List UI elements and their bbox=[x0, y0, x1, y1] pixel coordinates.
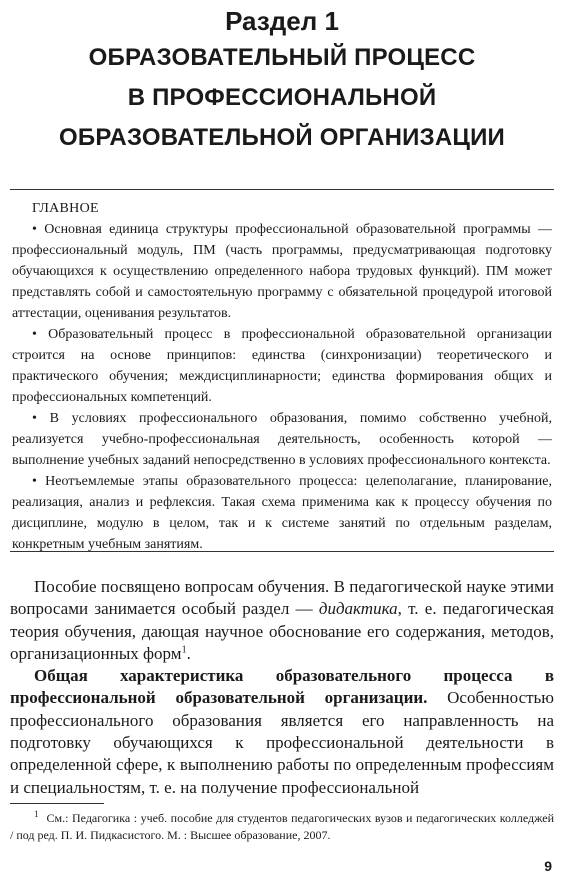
footnote-reference[interactable]: 1 bbox=[181, 644, 187, 656]
section-title-line-3: ОБРАЗОВАТЕЛЬНОЙ ОРГАНИЗАЦИИ bbox=[59, 124, 505, 151]
page-number: 9 bbox=[544, 858, 552, 874]
body-p1-italic-term: дидактика bbox=[318, 599, 398, 619]
summary-box-heading: ГЛАВНОЕ bbox=[32, 201, 99, 216]
body-p1-text-b: , т. е. педагогическая теория обучения, дающая научное обоснование его содержания, методов, организационных форм bbox=[10, 599, 554, 663]
footnote bbox=[10, 810, 554, 844]
body-p2-text: Особенностью профессионального образования является его направленность на подготовку обучающихся к профессиональной деятельности в определенной сфере, к выполнению работы по определенным профессиям и специальностям, т. е. на получение профессиональной bbox=[10, 688, 554, 797]
body-text bbox=[10, 576, 554, 799]
footnote-number: 1 bbox=[34, 809, 39, 819]
body-paragraph-2 bbox=[10, 665, 554, 799]
footnote-divider bbox=[10, 803, 104, 804]
summary-item-4: • Неотъемлемые этапы образовательного процесса: целеполагание, планирование, реализация, анализ и рефлексия. Такая схема применима как к процессу обучения по дисциплине, модулю в целом, так и к системе занятий по отдельным разделам, конкретным учебным занятиям. bbox=[12, 474, 552, 552]
summary-item-2: • Образовательный процесс в профессиональной образовательной организации строится на основе принципов: единства (синхронизации) теоретического и практического обучения; междисциплинарности; единства формирования общих и профессиональных компетенций. bbox=[12, 327, 552, 405]
summary-box-content bbox=[12, 198, 552, 555]
body-p1-text-a: Пособие посвящено вопросам обучения. В педагогической науке этими вопросами занимается особый раздел — bbox=[10, 577, 554, 619]
summary-item-1: • Основная единица структуры профессиональной образовательной программы — профессиональный модуль, ПМ (часть программы, предусматривающая подготовку обучающихся к осуществлению определенного набора трудовых функций). ПМ может представлять собой и самостоятельную программу с обязательной процедурой итоговой аттестации, оценивания результатов. bbox=[12, 222, 552, 321]
section-title-line-2: В ПРОФЕССИОНАЛЬНОЙ bbox=[127, 84, 437, 111]
section-label: Раздел 1 bbox=[225, 6, 339, 36]
body-paragraph-1 bbox=[10, 576, 554, 665]
section-title-line-1: ОБРАЗОВАТЕЛЬНЫЙ ПРОЦЕСС bbox=[88, 44, 476, 71]
body-p2-bold-lead: Общая характеристика образовательного процесса в профессиональной образовательной организации. bbox=[10, 666, 554, 708]
section-heading bbox=[0, 4, 564, 158]
summary-box bbox=[10, 189, 554, 552]
body-p1-text-end: . bbox=[186, 643, 191, 663]
summary-item-3: • В условиях профессионального образования, помимо собственно учебной, реализуется учебно-профессиональная деятельность, особенность которой — выполнение учебных заданий непосредственно в условиях профессионального контекста. bbox=[12, 411, 552, 468]
footnote-text: См.: Педагогика : учеб. пособие для студентов педагогических вузов и педагогических колледжей / под ред. П. И. Пидкасистого. М. : Высшее образование, 2007. bbox=[10, 811, 554, 842]
